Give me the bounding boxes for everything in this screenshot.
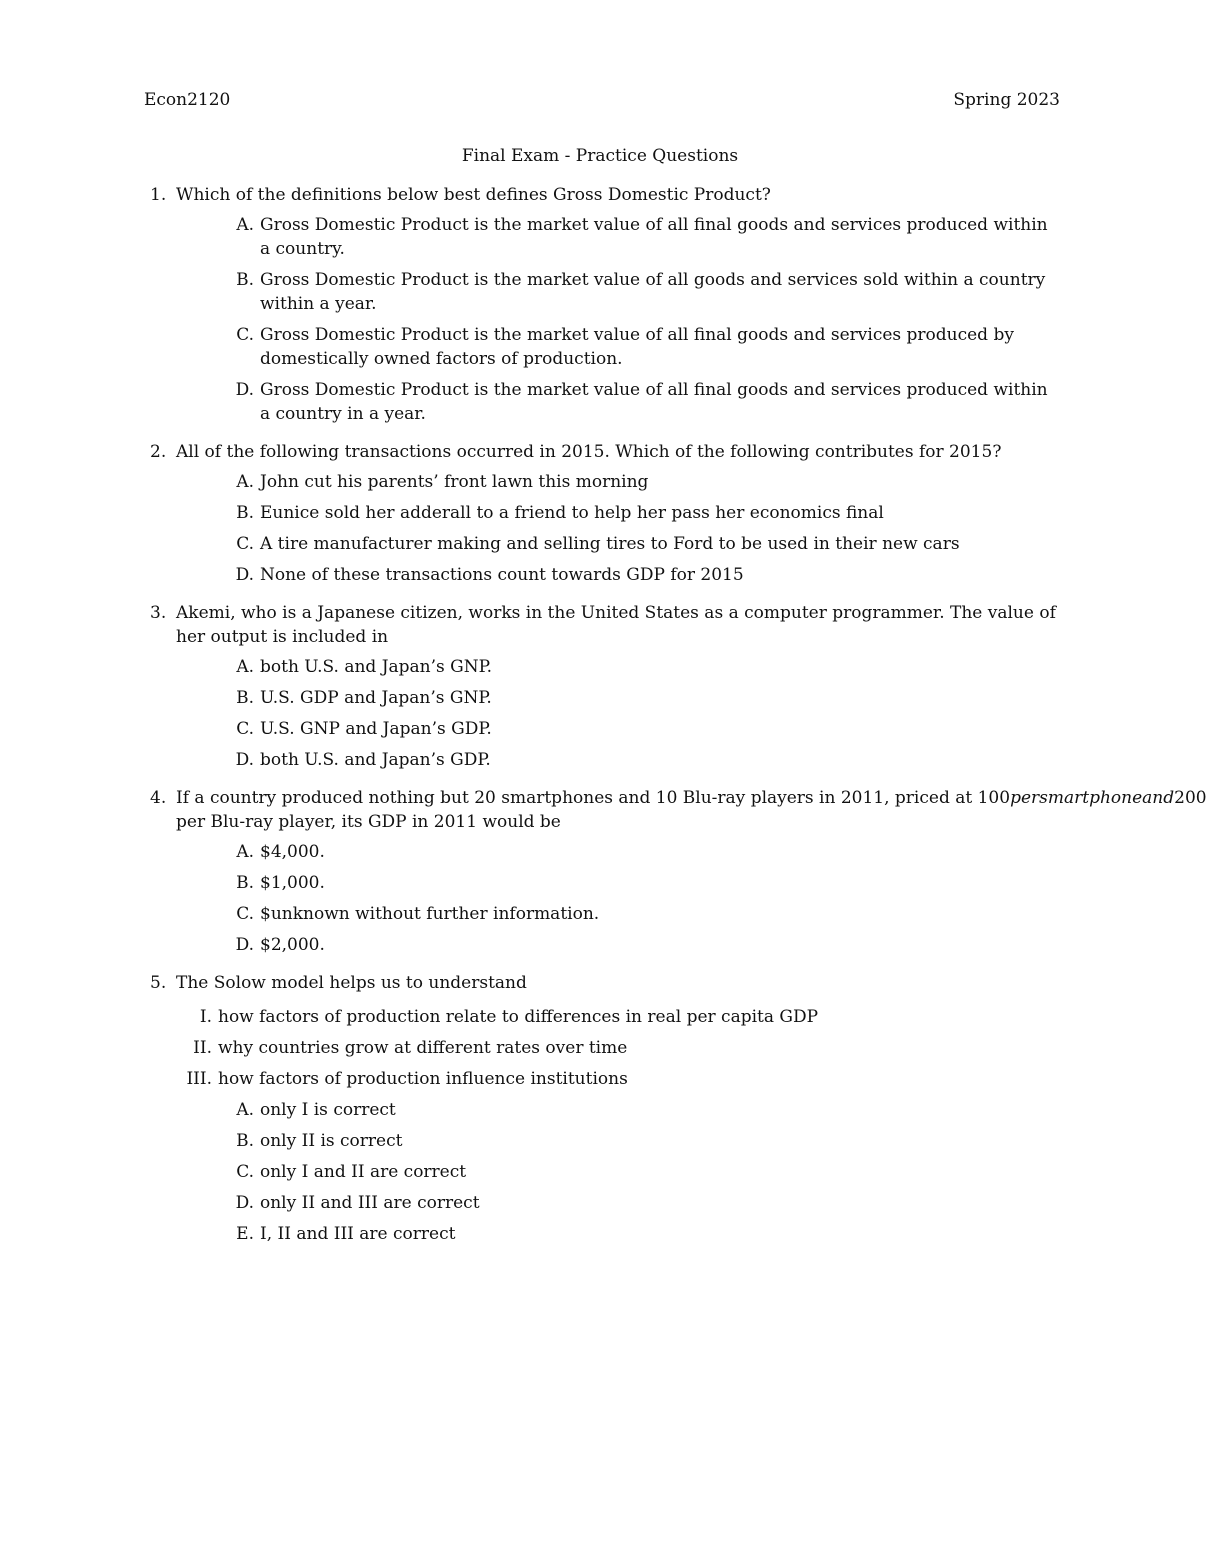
option-text: U.S. GNP and Japan’s GDP.	[260, 719, 492, 739]
option-text: Gross Domestic Product is the market value of all goods and services sold within a country within a year.	[260, 270, 1046, 314]
question-2	[144, 440, 1062, 587]
option-letter: A.	[236, 657, 254, 677]
option-letter: D.	[235, 1193, 254, 1213]
answer-option	[176, 1098, 1062, 1122]
question-list	[144, 183, 1207, 1260]
answer-option	[176, 1222, 1062, 1246]
answer-option	[176, 323, 1062, 371]
question-3	[144, 601, 1062, 772]
option-text: None of these transactions count towards GDP for 2015	[260, 565, 744, 585]
question-number: 4.	[150, 788, 167, 808]
answer-option	[176, 902, 1062, 926]
answer-option	[176, 717, 1062, 741]
course-code: Econ2120	[144, 90, 231, 110]
question-text: Which of the definitions below best defines Gross Domestic Product?	[176, 185, 771, 205]
option-letter: C.	[236, 904, 254, 924]
answer-option	[176, 840, 1062, 864]
page-title: Final Exam - Practice Questions	[461, 146, 739, 166]
answer-option	[176, 213, 1062, 261]
option-letter: C.	[236, 1162, 254, 1182]
option-letter: B.	[236, 1131, 254, 1151]
option-letter: D.	[235, 565, 254, 585]
question-number: 3.	[150, 603, 167, 623]
statement-text: why countries grow at different rates over time	[218, 1038, 628, 1058]
option-text: only I and II are correct	[260, 1162, 467, 1182]
question-text-end: 200	[1174, 788, 1207, 808]
statement-numeral: II.	[193, 1038, 212, 1058]
option-letter: B.	[236, 270, 254, 290]
question-text-start: If a country produced nothing but 20 smartphones and 10 Blu-ray players in 2011, priced at 100	[176, 788, 1011, 808]
answer-option	[176, 655, 1062, 679]
option-letter: A.	[236, 215, 254, 235]
option-text: $1,000.	[260, 873, 325, 893]
answer-option	[176, 1129, 1062, 1153]
option-text: $unknown without further information.	[260, 904, 600, 924]
statement-numeral: III.	[186, 1069, 212, 1089]
answer-option	[176, 1160, 1062, 1184]
question-text: The Solow model helps us to understand	[176, 973, 527, 993]
option-text: Gross Domestic Product is the market value of all final goods and services produced within a country in a year.	[260, 380, 1048, 424]
answer-options	[176, 470, 1062, 587]
option-text: both U.S. and Japan’s GNP.	[260, 657, 492, 677]
answer-options	[176, 840, 1062, 957]
option-text: only II and III are correct	[260, 1193, 480, 1213]
answer-option	[176, 563, 1062, 587]
option-letter: E.	[236, 1224, 254, 1244]
option-text: Gross Domestic Product is the market value of all final goods and services produced by domestically owned factors of production.	[260, 325, 1014, 369]
question-text: All of the following transactions occurred in 2015. Which of the following contributes for 2015?	[176, 442, 1002, 462]
statement-item	[176, 1036, 1062, 1060]
answer-option	[176, 933, 1062, 957]
option-text: Eunice sold her adderall to a friend to help her pass her economics final	[260, 503, 884, 523]
option-letter: D.	[235, 380, 254, 400]
option-letter: A.	[236, 472, 254, 492]
answer-options	[176, 1098, 1062, 1246]
answer-option	[176, 871, 1062, 895]
option-text: John cut his parents’ front lawn this morning	[260, 472, 649, 492]
answer-option	[176, 532, 1062, 556]
question-text-italic: persmartphoneand	[1010, 788, 1175, 808]
answer-option	[176, 686, 1062, 710]
option-text: only I is correct	[260, 1100, 396, 1120]
statement-text: how factors of production influence institutions	[218, 1069, 628, 1089]
statement-item	[176, 1005, 1062, 1029]
answer-options	[176, 655, 1062, 772]
question-4	[144, 786, 1207, 957]
statement-text: how factors of production relate to differences in real per capita GDP	[218, 1007, 819, 1027]
option-letter: C.	[236, 719, 254, 739]
option-letter: A.	[236, 842, 254, 862]
answer-option	[176, 268, 1062, 316]
answer-option	[176, 470, 1062, 494]
statement-numeral: I.	[199, 1007, 212, 1027]
question-1	[144, 183, 1062, 426]
term: Spring 2023	[953, 90, 1060, 110]
answer-option	[176, 1191, 1062, 1215]
question-number: 5.	[150, 973, 167, 993]
option-text: $4,000.	[260, 842, 325, 862]
option-text: A tire manufacturer making and selling tires to Ford to be used in their new cars	[260, 534, 960, 554]
answer-option	[176, 501, 1062, 525]
option-text: only II is correct	[260, 1131, 403, 1151]
option-letter: C.	[236, 325, 254, 345]
option-text: Gross Domestic Product is the market value of all final goods and services produced within a country.	[260, 215, 1048, 259]
option-letter: B.	[236, 688, 254, 708]
option-letter: D.	[235, 935, 254, 955]
option-text: $2,000.	[260, 935, 325, 955]
option-letter: B.	[236, 503, 254, 523]
question-number: 2.	[150, 442, 167, 462]
option-text: both U.S. and Japan’s GDP.	[260, 750, 491, 770]
answer-option	[176, 748, 1062, 772]
question-5	[144, 971, 1062, 1246]
statement-item	[176, 1067, 1062, 1091]
answer-options	[176, 213, 1062, 426]
option-text: I, II and III are correct	[260, 1224, 456, 1244]
question-number: 1.	[150, 185, 167, 205]
question-text	[176, 786, 1207, 810]
question-text: Akemi, who is a Japanese citizen, works in the United States as a computer programmer. The value of her output is included in	[176, 603, 1056, 647]
statement-list	[176, 1005, 1062, 1091]
option-letter: D.	[235, 750, 254, 770]
answer-option	[176, 378, 1062, 426]
option-letter: A.	[236, 1100, 254, 1120]
option-letter: B.	[236, 873, 254, 893]
option-letter: C.	[236, 534, 254, 554]
question-text-line2: per Blu-ray player, its GDP in 2011 would be	[176, 812, 561, 832]
option-text: U.S. GDP and Japan’s GNP.	[260, 688, 492, 708]
